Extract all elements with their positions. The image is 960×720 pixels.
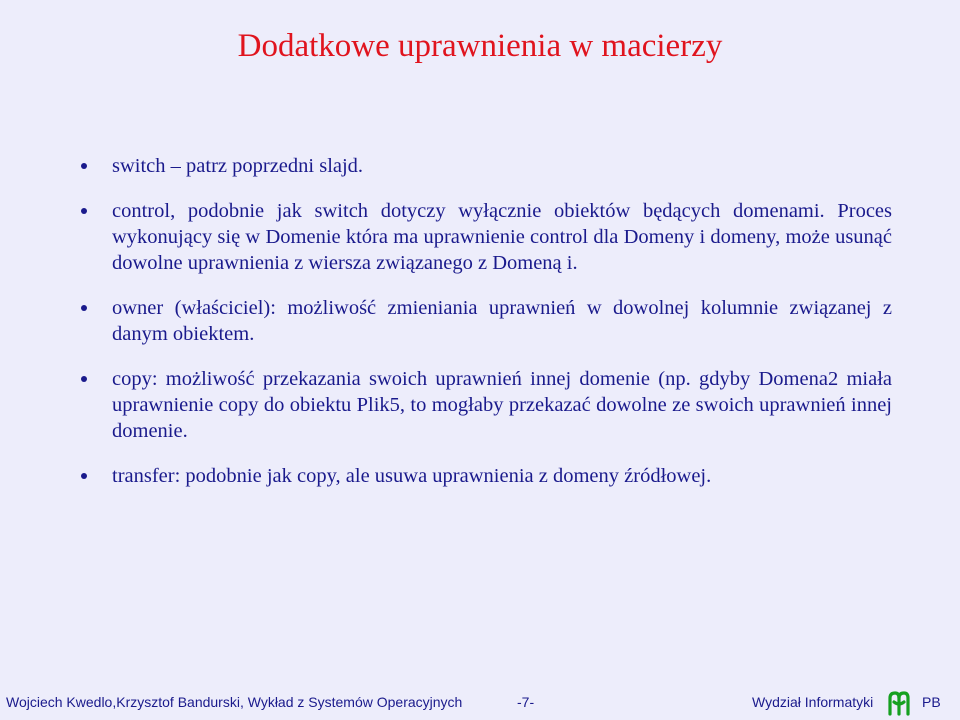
university-logo-icon — [884, 690, 914, 716]
footer-authors: Wojciech Kwedlo,Krzysztof Bandurski, Wykład z Systemów Operacyjnych — [6, 694, 463, 710]
bullet-text: transfer: podobnie jak copy, ale usuwa uprawnienia z domeny źródłowej. — [112, 465, 712, 487]
bullet-dot-icon — [81, 163, 87, 169]
slide-title: Dodatkowe uprawnienia w macierzy — [237, 28, 723, 64]
bullet-dot-icon — [81, 208, 87, 214]
bullet-list — [80, 153, 892, 508]
bullet-item-control — [80, 198, 892, 276]
bullet-item-switch — [80, 153, 892, 179]
footer-faculty: Wydział Informatyki — [752, 694, 874, 710]
bullet-item-transfer — [80, 463, 892, 489]
bullet-dot-icon — [81, 376, 87, 382]
bullet-text: switch – patrz poprzedni slajd. — [112, 155, 364, 177]
bullet-text: copy: możliwość przekazania swoich uprawnień innej domenie (np. gdyby Domena2 miała uprawnienie copy do obiektu Plik5, to mogłaby przekazać dowolne ze swoich uprawnień innej domenie. — [112, 368, 892, 442]
bullet-item-owner — [80, 295, 892, 347]
bullet-text: control, podobnie jak switch dotyczy wyłącznie obiektów będących domenami. Proces wykonujący się w Domenie która ma uprawnienie control dla Domeny i domeny, może usunąć dowolne uprawnienia z wiersza związanego z Domeną i. — [112, 200, 892, 274]
slide-footer — [0, 690, 960, 716]
bullet-dot-icon — [81, 305, 87, 311]
page-number: -7- — [517, 694, 535, 710]
bullet-dot-icon — [81, 473, 87, 479]
bullet-text: owner (właściciel): możliwość zmieniania uprawnień w dowolnej kolumnie związanej z danym obiektem. — [112, 297, 892, 345]
bullet-item-copy — [80, 366, 892, 444]
footer-university: PB — [922, 694, 941, 710]
